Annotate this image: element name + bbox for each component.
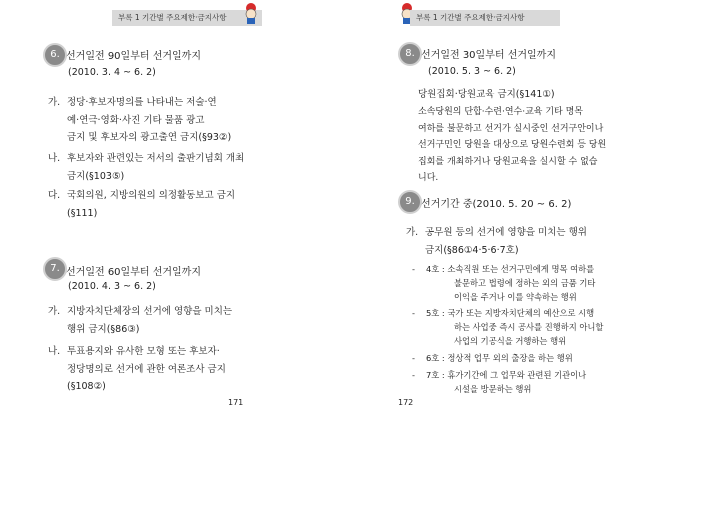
section-title: 선거일전 90일부터 선거일까지 [66, 51, 202, 62]
section-title: 선거기간 중(2010. 5. 20 ~ 6. 2) [421, 199, 572, 210]
section-date-range: (2010. 5. 3 ~ 6. 2) [428, 66, 516, 77]
section-title: 선거일전 30일부터 선거일까지 [421, 50, 557, 61]
left-page: 부록 1 기간별 주요제한·금지사항 6. 선거일전 90일부터 선거일까지 (2010. 3. 4 ~ 6. 2) 가. 정당·후보자명의를 나타내는 저술·연 예·연극·영화·사진 기타 물품 광고 금지 및 후보자의 광고출연 금지(§93②) 나. 후보자와 관련있는 저서의 출판기념회 개최 금지(§103⑤) 다. 국회의원, 지방의원의 의정활동보고 금지 (§111) 7. 선거일전 60일부터 선거일까지 (2010. 4. 3 ~ 6. 2) 가. 지방자치단체장의 선거에 영향을 미치는 행위 금지(§86③) 나. 투표용지와 유사한 모형 또는 후보자· 정당명의로 선거에 관한 여론조사 금지 (§108②) 171 [20, 0, 360, 509]
paragraph: 소속당원의 단합·수련·연수·교육 기타 명목 여하를 불문하고 선거가 실시중인 선거구안이나 선거구민인 당원을 대상으로 당원수련회 등 당원 집회를 개최하거나 당원교육을 실시할 수 없습 니다. [418, 107, 607, 183]
section-number-badge: 8. [398, 42, 422, 66]
section-title: 선거일전 60일부터 선거일까지 [66, 267, 202, 278]
section-number-badge: 7. [43, 257, 67, 281]
running-header: 부록 1 기간별 주요제한·금지사항 [410, 10, 560, 26]
right-page: 부록 1 기간별 주요제한·금지사항 8. 선거일전 30일부터 선거일까지 (2010. 5. 3 ~ 6. 2) 당원집회·당원교육 금지(§141①) 소속당원의 단합·수련·연수·교육 기타 명목 여하를 불문하고 선거가 실시중인 선거구안이나 선거구민인 당원을 대상으로 당원수련회 등 당원 집회를 개최하거나 당원교육을 실시할 수 없습 니다. 9. 선거기간 중(2010. 5. 20 ~ 6. 2) 가. 공무원 등의 선거에 영향을 미치는 행위 금지(§86①4·5·6·7호) - 4호 : 소속직원 또는 선거구민에게 명목 여하를 불문하고 법령에 정하는 외의 금품 기타 이익을 주거나 이를 약속하는 행위 - 5호 : 국가 또는 지방자치단체의 예산으로 시행 하는 사업중 즉시 공사를 진행하지 아니할 사업의 기공식을 거행하는 행위 - 6호 : 정상적 업무 외의 출장을 하는 행위 - 7호 : 휴가기간에 그 업무와 관련된 기관이나 시설을 방문하는 행위 172 [380, 0, 720, 509]
section-date-range: (2010. 3. 4 ~ 6. 2) [68, 67, 156, 78]
section-number-badge: 9. [398, 190, 422, 214]
mascot-icon [242, 2, 260, 24]
running-header: 부록 1 기간별 주요제한·금지사항 [112, 10, 262, 26]
section-number-badge: 6. [43, 43, 67, 67]
page-number: 171 [228, 398, 244, 407]
page-number: 172 [398, 398, 414, 407]
subheading: 당원집회·당원교육 금지(§141①) [418, 89, 555, 100]
section-date-range: (2010. 4. 3 ~ 6. 2) [68, 281, 156, 292]
